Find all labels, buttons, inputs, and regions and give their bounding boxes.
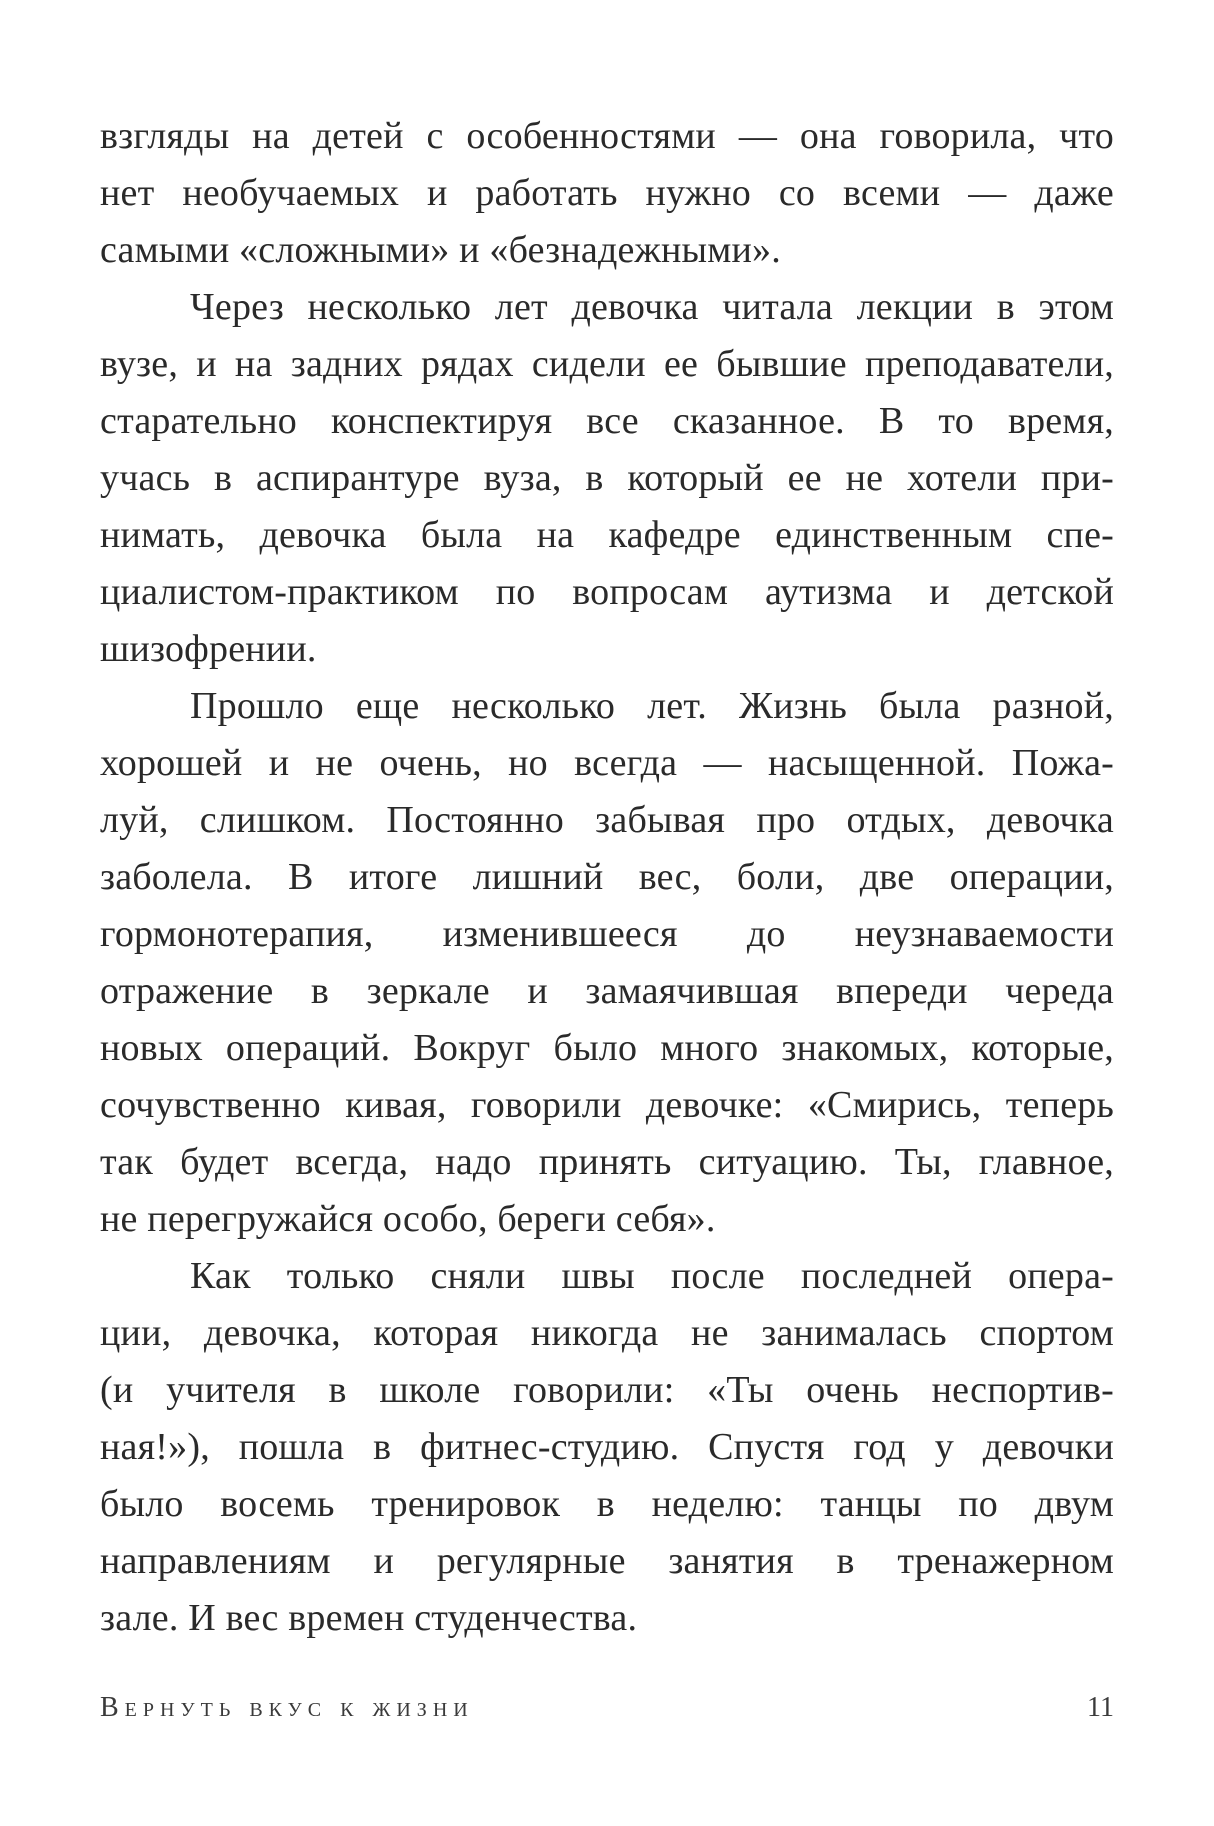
text-line: шизофрении.	[100, 628, 317, 670]
text-line: нимать, девочка была на кафедре единственным спе-	[100, 514, 1114, 556]
page-footer	[100, 1688, 1114, 1728]
paragraph-first-line: Как только сняли швы после последней опера-	[190, 1255, 1114, 1297]
running-title: Вернуть вкус к жизни	[100, 1692, 474, 1723]
text-line: вузе, и на задних рядах сидели ее бывшие преподаватели,	[100, 343, 1114, 385]
text-line: луй, слишком. Постоянно забывая про отдых, девочка	[100, 799, 1114, 841]
text-line: зале. И вес времен студенчества.	[100, 1597, 638, 1639]
body-text	[100, 108, 1114, 1647]
paragraph-first-line: Прошло еще несколько лет. Жизнь была разной,	[190, 685, 1114, 727]
text-line: нет необучаемых и работать нужно со всеми — даже	[100, 172, 1114, 214]
text-line: взгляды на детей с особенностями — она говорила, что	[100, 115, 1114, 157]
text-line: учась в аспирантуре вуза, в который ее не хотели при-	[100, 457, 1114, 499]
text-line: заболела. В итоге лишний вес, боли, две операции,	[100, 856, 1114, 898]
text-line: ции, девочка, которая никогда не занималась спортом	[100, 1312, 1114, 1354]
text-line: сочувственно кивая, говорили девочке: «Смирись, теперь	[100, 1084, 1114, 1126]
text-line: циалистом-практиком по вопросам аутизма и детской	[100, 571, 1114, 613]
text-line: отражение в зеркале и замаячившая впереди череда	[100, 970, 1114, 1012]
text-line: направлениям и регулярные занятия в тренажерном	[100, 1540, 1114, 1582]
text-line: старательно конспектируя все сказанное. В то время,	[100, 400, 1114, 442]
paragraph-first-line: Через несколько лет девочка читала лекции в этом	[190, 286, 1114, 328]
text-line: самыми «сложными» и «безнадежными».	[100, 229, 781, 271]
text-line: ная!»), пошла в фитнес-студию. Спустя год у девочки	[100, 1426, 1114, 1468]
page-number: 11	[1087, 1692, 1114, 1723]
text-line: не перегружайся особо, береги себя».	[100, 1198, 716, 1240]
text-line: гормонотерапия, изменившееся до неузнаваемости	[100, 913, 1114, 955]
text-line: так будет всегда, надо принять ситуацию. Ты, главное,	[100, 1141, 1114, 1183]
text-line: (и учителя в школе говорили: «Ты очень неспортив-	[100, 1369, 1114, 1411]
text-line: хорошей и не очень, но всегда — насыщенной. Пожа-	[100, 742, 1114, 784]
text-line: новых операций. Вокруг было много знакомых, которые,	[100, 1027, 1114, 1069]
text-line: было восемь тренировок в неделю: танцы по двум	[100, 1483, 1114, 1525]
